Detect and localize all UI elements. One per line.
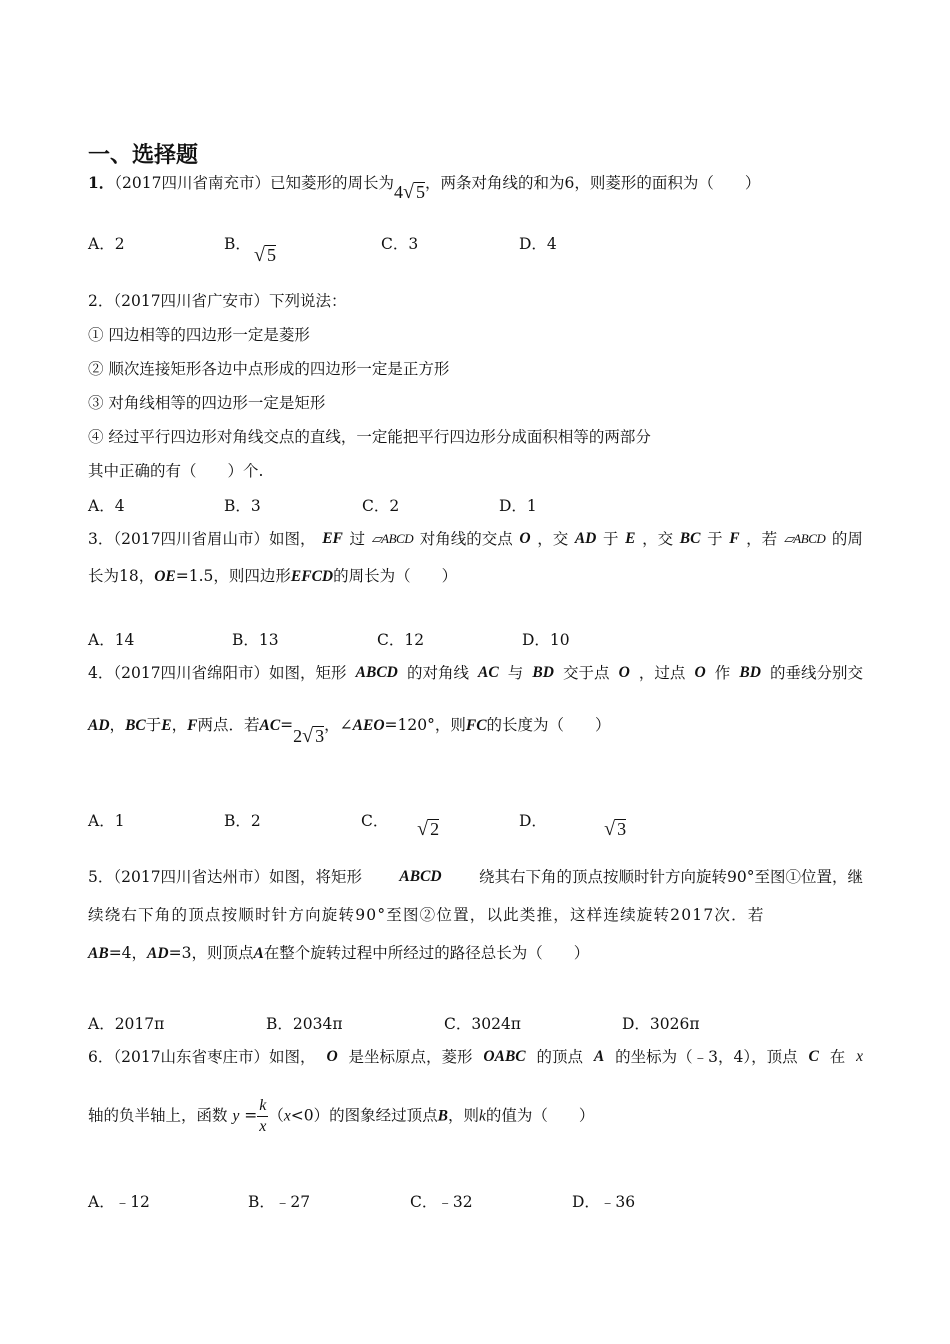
option-b: B．﹣27 (248, 1193, 311, 1211)
option-b: B．13 (232, 631, 279, 649)
option-a: A．﹣12 (88, 1193, 150, 1211)
option-d: D．10 (522, 631, 570, 649)
option-b: B． (224, 235, 251, 253)
sqrt-expression: √ 2 (417, 818, 440, 840)
question-1 (88, 172, 760, 203)
option-b: B．2 (224, 812, 261, 830)
question-text: （2017四川省南充市）已知菱形的周长为 (114, 174, 394, 192)
option-a: A．2017π (88, 1015, 165, 1033)
option-c: C．2 (362, 497, 400, 515)
option-a: A．1 (88, 812, 125, 830)
option-c: C． (361, 812, 389, 830)
question-5-line-2: 续绕右下角的顶点按顺时针方向旋转90°至图②位置，以此类推，这样连续旋转2017次．若 (88, 906, 765, 924)
option-d: D．﹣36 (572, 1193, 636, 1211)
question-4-line-2: AD，BC于E，F两点．若AC=2√ 3，∠AEO=120°，则FC的长度为（ ） (88, 716, 611, 747)
option-c: C．12 (377, 631, 425, 649)
option-a: A．4 (88, 497, 125, 515)
sqrt-expression: 4√ 5 (394, 181, 425, 203)
sqrt-expression: √ 3 (604, 818, 627, 840)
option-d: D．3026π (622, 1015, 700, 1033)
option-c: C．3024π (444, 1015, 521, 1033)
statement-1: ① 四边相等的四边形一定是菱形 (88, 326, 310, 344)
question-5-line-1: 5．（2017四川省达州市）如图，将矩形 ABCD 绕其右下角的顶点按顺时针方向旋转90°至图①位置，继 (88, 868, 863, 886)
section-title: 一、选择题 (88, 143, 199, 168)
option-a: A．14 (88, 631, 135, 649)
statement-2: ② 顺次连接矩形各边中点形成的四边形一定是正方形 (88, 360, 450, 378)
question-6-line-2: 轴的负半轴上，函数 y = $\frac{k}{x}$ （x<0）的图象经过顶点B，则k的值为（ ） (88, 1097, 595, 1135)
statement-3: ③ 对角线相等的四边形一定是矩形 (88, 394, 326, 412)
question-number: 1． (88, 173, 115, 192)
statement-4: ④ 经过平行四边形对角线交点的直线，一定能把平行四边形分成面积相等的两部分 (88, 428, 651, 446)
question-3-line-2: 长为18，OE=1.5，则四边形EFCD的周长为（ ） (88, 567, 458, 585)
question-prompt: 其中正确的有（ ）个. (88, 462, 264, 480)
fraction-k-over-x: $\frac{k}{x}$ (259, 1097, 267, 1135)
question-3-line-1: 3．（2017四川省眉山市）如图， EF 过 ▱ABCD 对角线的交点 O ，交 AD 于 E ，交 BC 于 F ，若 ▱ABCD 的周 (88, 530, 863, 548)
option-c: C．﹣32 (410, 1193, 473, 1211)
sqrt-expression: √ 5 (254, 244, 276, 266)
question-5-line-3: AB=4，AD=3，则顶点A在整个旋转过程中所经过的路径总长为（ ） (88, 944, 590, 962)
option-c: C．3 (381, 235, 419, 253)
option-b: B．3 (224, 497, 261, 515)
question-2: 2．（2017四川省广安市）下列说法： (88, 292, 347, 310)
option-d: D．4 (519, 235, 557, 253)
option-d: D． (519, 812, 547, 830)
question-text: ，两条对角线的和为6，则菱形的面积为（ ） (424, 174, 761, 192)
sqrt-expression: 2√ 3 (293, 725, 325, 747)
question-4-line-1: 4．（2017四川省绵阳市）如图，矩形 ABCD 的对角线 AC 与 BD 交于点 O ，过点 O 作 BD 的垂线分别交 (88, 664, 863, 682)
question-6-line-1: 6．（2017山东省枣庄市）如图， O 是坐标原点，菱形 OABC 的顶点 A 的坐标为（﹣3，4），顶点 C 在 x (88, 1048, 863, 1066)
option-a: A．2 (88, 235, 125, 253)
option-b: B．2034π (266, 1015, 343, 1033)
option-d: D．1 (499, 497, 537, 515)
